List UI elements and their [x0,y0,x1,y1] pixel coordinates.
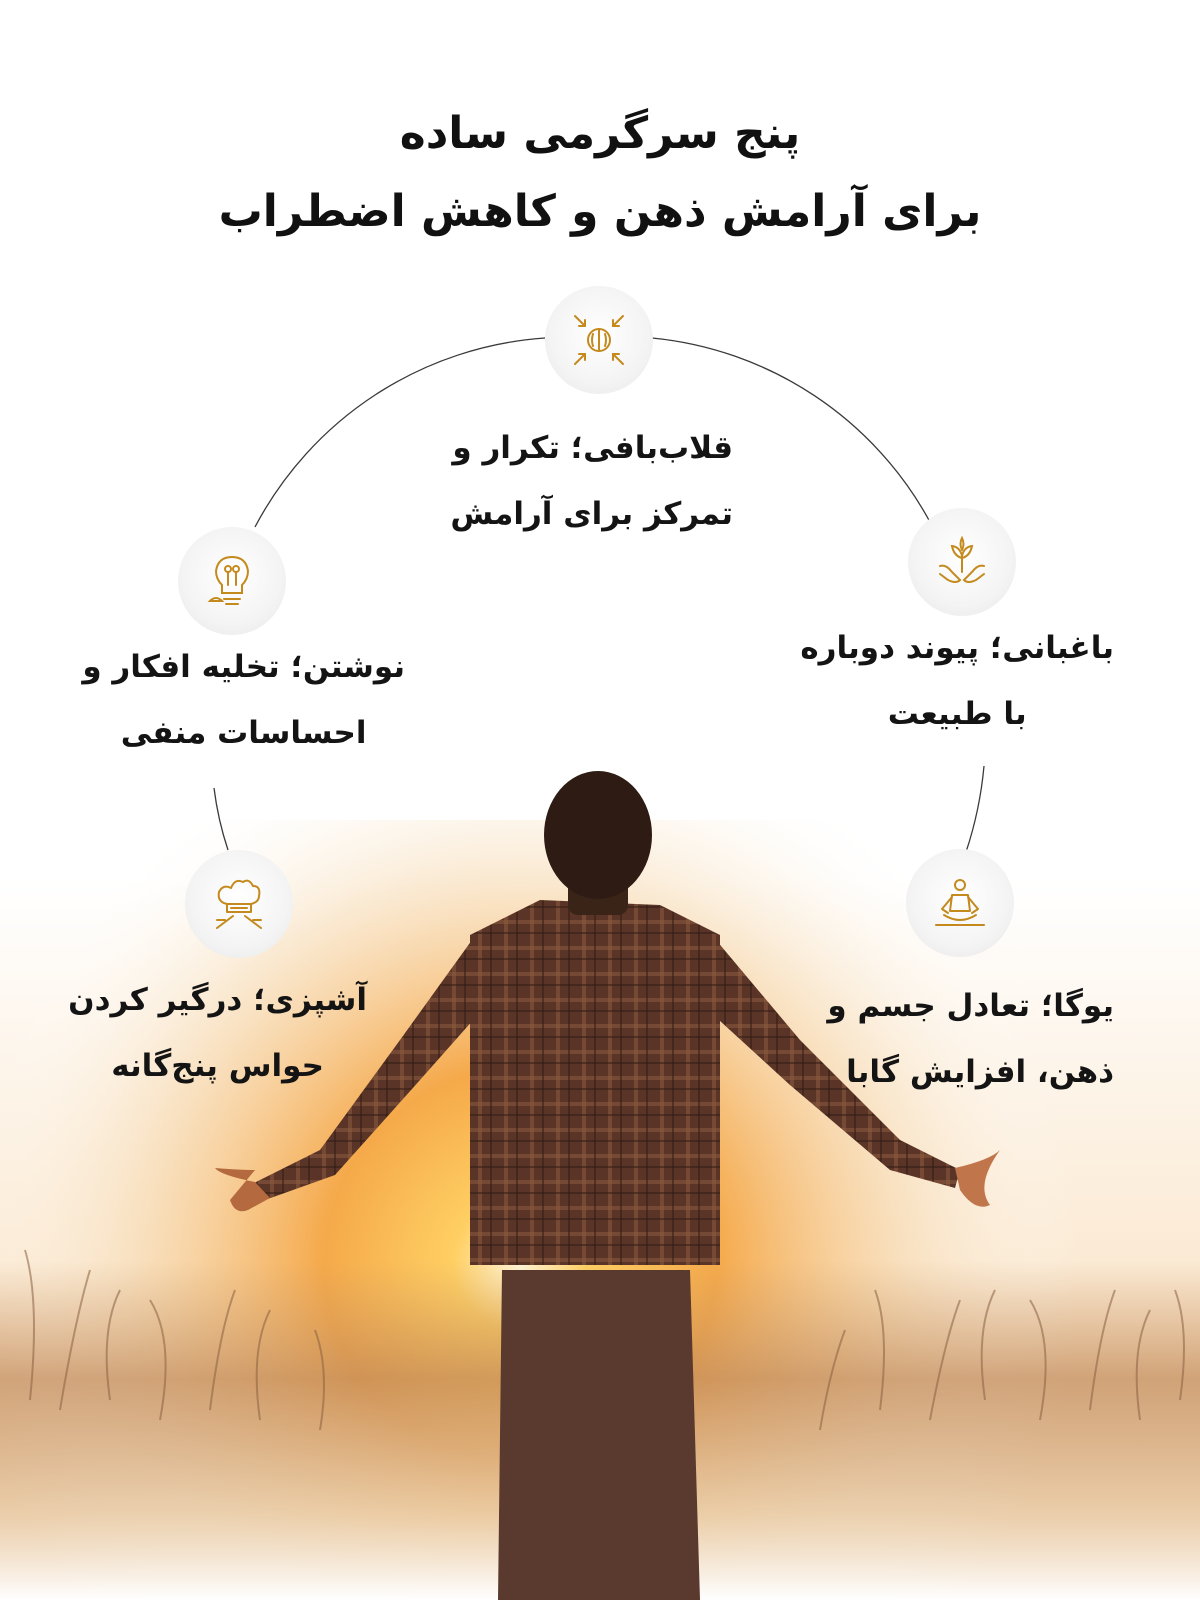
plant-in-hands-icon [932,532,992,592]
item-yoga [827,973,1114,1105]
title-line-2: برای آرامش ذهن و کاهش اضطراب [218,186,982,237]
item-yoga-line2: ذهن، افزایش گابا [846,1054,1114,1090]
item-writing-line1: نوشتن؛ تخلیه افکار و [82,649,405,685]
item-crochet-line1: قلاب‌بافی؛ تکرار و [452,430,733,466]
meditation-yoga-icon [930,873,990,933]
item-cooking-line2: حواس پنج‌گانه [111,1048,324,1084]
item-gardening-line2: با طبیعت [887,696,1027,732]
icon-circle-gardening [908,508,1016,616]
chef-hat-icon [209,874,269,934]
icon-circle-crochet [545,286,653,394]
item-yoga-line1: یوگا؛ تعادل جسم و [827,988,1114,1024]
icon-circle-yoga [906,849,1014,957]
item-cooking [68,967,367,1099]
item-writing-line2: احساسات منفی [120,715,367,751]
item-gardening-line1: باغبانی؛ پیوند دوباره [800,630,1114,666]
icon-circle-writing [178,527,286,635]
item-gardening [800,615,1114,747]
icon-circle-cooking [185,850,293,958]
item-cooking-line1: آشپزی؛ درگیر کردن [68,982,367,1018]
item-crochet [450,415,733,547]
title-line-1: پنج سرگرمی ساده [399,108,801,159]
writing-idea-icon [202,551,262,611]
item-crochet-line2: تمرکز برای آرامش [450,496,733,532]
item-writing [82,634,405,766]
brain-focus-icon [569,310,629,370]
